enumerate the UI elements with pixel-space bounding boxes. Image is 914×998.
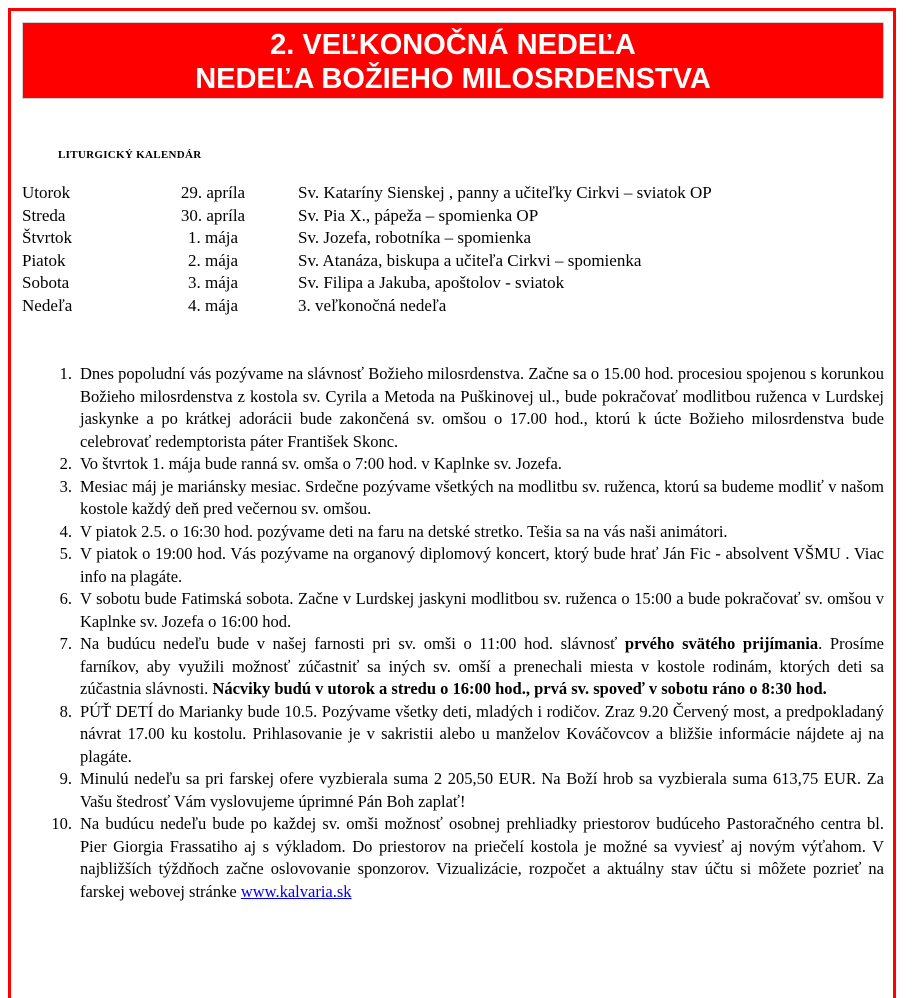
text-segment: Na budúcu nedeľu bude v našej farnosti pri sv. omši o 11:00 hod. slávnosť [80, 634, 625, 653]
text-segment: Vo štvrtok 1. mája bude ranná sv. omša o 7:00 hod. v Kaplnke sv. Jozefa. [80, 454, 562, 473]
calendar-date: 4. mája [187, 296, 239, 315]
announcement-number: 4. [59, 521, 72, 541]
announcement-number: 7. [59, 634, 72, 653]
calendar-celebration: 3. veľkonočná nedeľa [298, 296, 447, 315]
text-segment: V piatok 2.5. o 16:30 hod. pozývame deti na faru na detské stretko. Tešia sa na vás naši animátori. [80, 521, 728, 541]
title-line-2: NEDEĽA BOŽIEHO MILOSRDENSTVA [195, 63, 711, 95]
calendar-heading: LITURGICKÝ KALENDÁR [58, 149, 202, 161]
text-segment: Minulú nedeľu sa pri farskej ofere vyzbierala suma 2 205,50 EUR. Na Boží hrob sa vyzbierala suma 613,75 EUR. Za Vašu štedrosť Vám vyslovujeme úprimné Pán Boh zaplať! [80, 769, 884, 811]
calendar-day: Nedeľa [22, 296, 73, 315]
calendar-date: 30. apríla [180, 206, 246, 225]
announcement-text [80, 768, 884, 813]
announcement-item [22, 453, 884, 476]
announcement-number: 9. [59, 769, 72, 788]
announcement-item [22, 701, 884, 769]
announcements-list [22, 363, 884, 903]
calendar-celebration: Sv. Kataríny Sienskej , panny a učiteľky Cirkvi – sviatok OP [298, 183, 712, 202]
website-link[interactable]: www.kalvaria.sk [240, 881, 352, 901]
calendar-day: Štvrtok [22, 228, 73, 247]
announcement-text [80, 543, 884, 588]
announcement-number: 2. [59, 454, 72, 473]
text-segment: Dnes popoludní vás pozývame na slávnosť Božieho milosrdenstva. Začne sa o 15.00 hod. procesiou spojenou s korunkou Božieho milosrdenstva z kostola sv. Cyrila a Metoda na Puškinovej ul., bude pokračovať modlitbou ruženca v Lurdskej jaskynke a po krátkej adorácii bude zakončená sv. omšou o 17.00 hod., ktorú k úcte Božieho milosrdenstva bude celebrovať redemptorista páter František Skonc. [80, 364, 884, 451]
announcement-item [22, 476, 884, 521]
calendar-date: 29. apríla [180, 183, 246, 202]
calendar-day: Sobota [22, 273, 70, 292]
announcement-item [22, 768, 884, 813]
announcement-number: 3. [59, 476, 72, 496]
calendar-date: 1. mája [187, 228, 239, 247]
calendar-celebration: Sv. Pia X., pápeža – spomienka OP [298, 206, 539, 225]
calendar-day: Utorok [22, 183, 71, 202]
announcement-text [80, 588, 884, 633]
title-line-1: 2. VEĽKONOČNÁ NEDEĽA [270, 29, 636, 61]
calendar-day: Piatok [22, 251, 66, 270]
announcement-text [80, 701, 884, 769]
text-segment: PÚŤ DETÍ do Marianky bude 10.5. Pozývame všetky deti, mladých i rodičov. Zraz 9.20 Červený most, a predpokladaný návrat 17.00 ku kostolu. Prihlasovanie je v sakristii alebo u manželov Kováčovcov a bližšie informácie nájdete aj na plagáte. [80, 701, 884, 766]
title-banner [22, 22, 884, 99]
announcement-text [80, 633, 884, 701]
bold-text: prvého svätého prijímania [624, 634, 819, 653]
calendar-date: 3. mája [187, 273, 239, 292]
announcement-text [80, 813, 884, 903]
bold-text: Nácviky budú v utorok a stredu o 16:00 hod., prvá sv. spoveď v sobotu ráno o 8:30 hod. [212, 679, 827, 698]
announcement-text [80, 363, 884, 453]
announcement-number: 10. [51, 814, 72, 833]
calendar-celebration: Sv. Filipa a Jakuba, apoštolov - sviatok [298, 273, 565, 292]
calendar-celebration: Sv. Atanáza, biskupa a učiteľa Cirkvi – spomienka [298, 251, 642, 270]
announcement-item [22, 363, 884, 453]
announcement-item [22, 813, 884, 903]
announcement-item [22, 543, 884, 588]
calendar-celebration: Sv. Jozefa, robotníka – spomienka [298, 228, 532, 247]
announcement-number: 1. [59, 364, 72, 383]
text-segment: V piatok o 19:00 hod. Vás pozývame na organový diplomový koncert, ktorý bude hrať Ján Fic - absolvent VŠMU . Viac info na plagáte. [80, 544, 884, 586]
text-segment: Mesiac máj je mariánsky mesiac. Srdečne pozývame všetkých na modlitbu sv. ruženca, ktorú sa budeme modliť v našom kostole každý deň pred večernou sv. omšou. [80, 476, 884, 518]
announcement-text [80, 453, 884, 476]
text-segment: V sobotu bude Fatimská sobota. Začne v Lurdskej jaskyni modlitbou sv. ruženca o 15:00 a bude pokračovať sv. omšou v Kaplnke sv. Jozefa o 16:00 hod. [80, 589, 884, 631]
announcement-item [22, 521, 884, 544]
announcement-number: 8. [59, 701, 72, 721]
announcement-text [80, 521, 884, 544]
announcement-number: 5. [59, 544, 72, 563]
text-segment: Na budúcu nedeľu bude po každej sv. omši možnosť osobnej prehliadky priestorov budúceho Pastoračného centra bl. Pier Giorgia Frassatiho aj s výkladom. Do priestorov na priečelí kostola je možné sa vyviesť aj novým výťahom. V najbližších týždňoch začne oslovovanie sponzorov. Vizualizácie, rozpočet a aktuálny stav účtu si môžete pozrieť na farskej webovej stránke [80, 814, 884, 901]
announcement-text [80, 476, 884, 521]
announcement-number: 6. [59, 589, 72, 608]
announcement-item [22, 633, 884, 701]
calendar-day: Streda [22, 206, 66, 225]
text-segment: . Prosíme farníkov, aby využili možnosť zúčastniť sa iných sv. omší a prenechali miesta v kostole rodinám, ktorých deti sa zúčastnia slávnosti. [80, 634, 884, 698]
announcement-item [22, 588, 884, 633]
calendar-date: 2. mája [187, 251, 239, 270]
